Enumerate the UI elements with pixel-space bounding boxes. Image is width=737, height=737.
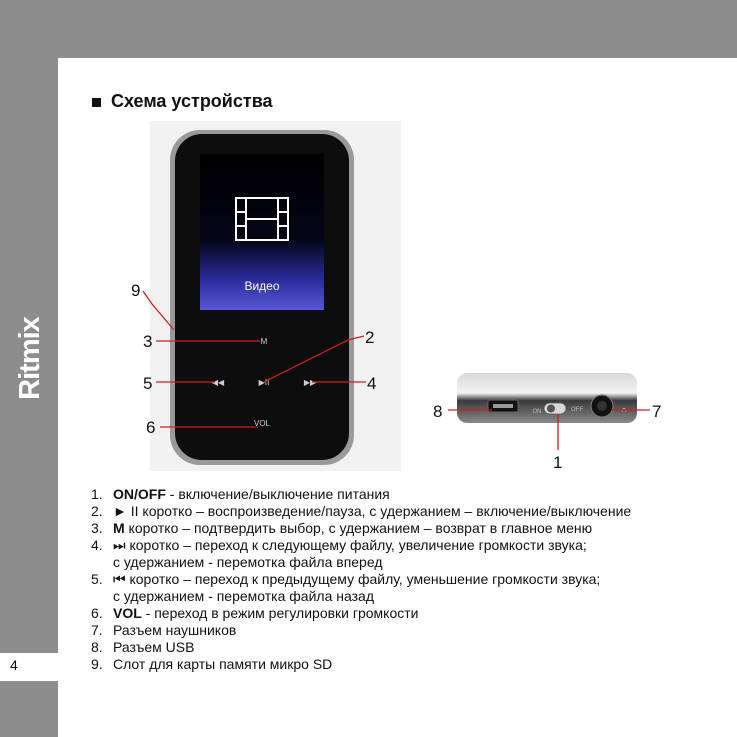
legend-text: ► II коротко – воспроизведение/пауза, с удержанием – включение/выключение [113,503,632,519]
logo-text: Ritmix [13,316,46,400]
page-number: 4 [10,657,18,673]
legend-text: - включение/выключение питания [165,486,390,502]
callout-6: 6 [146,418,156,437]
legend-item [91,520,731,537]
legend-key: VOL [113,605,142,621]
callout-9: 9 [131,281,141,300]
legend-text: ⏭ коротко – переход к следующему файлу, увеличение громкости звука; [113,537,587,553]
switch-off-label: OFF [571,407,583,413]
legend-text: коротко – подтвердить выбор, с удержанием – возврат в главное меню [124,520,593,536]
headphone-jack-inner [597,401,607,411]
power-switch-knob [547,405,555,413]
legend-number: 3. [91,520,103,536]
legend-item [91,639,731,656]
legend-text: Разъем USB [113,639,195,655]
legend-item [91,656,731,673]
section-title: Схема устройства [111,91,273,111]
legend-number: 9. [91,656,103,672]
callout-7: 7 [652,402,662,421]
play-pause-button-icon[interactable]: ▶II [258,378,270,387]
headphone-symbol-icon: ∩ [621,406,627,414]
fast-forward-button-icon[interactable]: ▶▶ [303,378,317,387]
legend-text: Слот для карты памяти микро SD [113,656,333,672]
switch-on-label: ON [532,409,542,415]
legend-text: Разъем наушников [113,622,237,638]
legend-text-continued: с удержанием - перемотка файла вперед [113,554,383,570]
legend-item [91,622,731,639]
callout-3: 3 [143,332,153,351]
callout-2: 2 [365,328,375,347]
button-legend-list [91,486,731,673]
rewind-button-icon[interactable]: ◀◀ [211,378,225,387]
legend-text: ⏮ коротко – переход к предыдущему файлу, уменьшение громкости звука; [113,571,601,587]
callout-8: 8 [433,402,443,421]
legend-text-continued: с удержанием - перемотка файла назад [113,588,374,604]
legend-number: 6. [91,605,103,621]
legend-number: 2. [91,503,103,519]
legend-item [91,503,731,520]
callout-5: 5 [143,374,153,393]
legend-number: 1. [91,486,103,502]
legend-number: 5. [91,571,103,587]
legend-number: 7. [91,622,103,638]
legend-number: 8. [91,639,103,655]
legend-key: M [113,520,125,536]
vol-button[interactable]: VOL [253,419,271,428]
legend-text: - переход в режим регулировки громкости [141,605,419,621]
legend-key: ON/OFF [113,486,166,502]
legend-number: 4. [91,537,103,553]
callout-1: 1 [553,453,563,472]
legend-item [91,571,731,605]
callout-4: 4 [367,374,377,393]
m-button[interactable]: M [260,337,268,346]
screen-label: Видео [244,279,280,293]
legend-item [91,605,731,622]
legend-item [91,486,731,503]
legend-item [91,537,731,571]
usb-port-pins [493,404,513,408]
